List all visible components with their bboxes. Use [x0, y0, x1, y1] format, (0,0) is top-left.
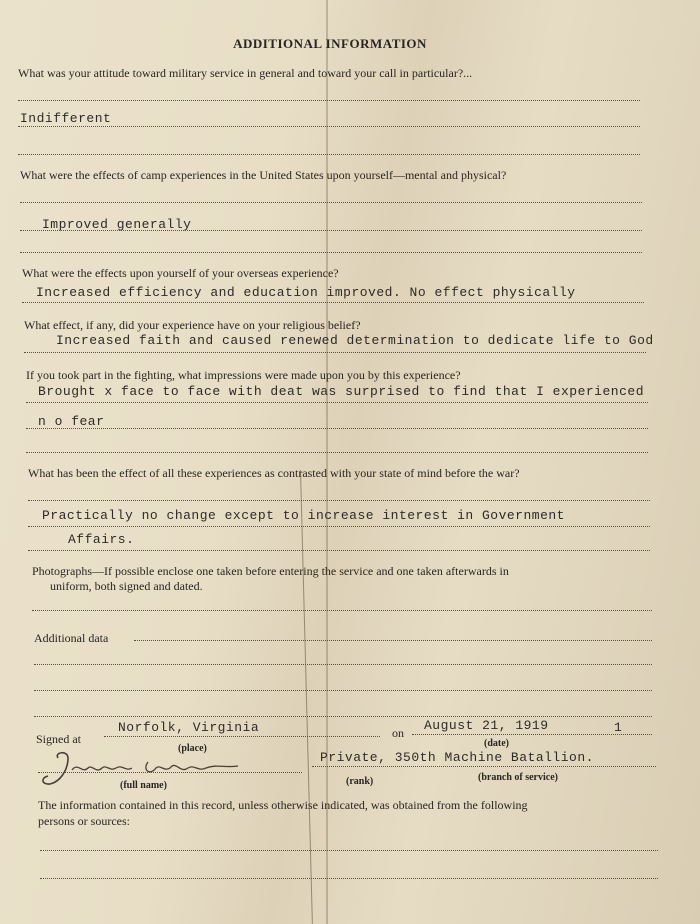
answer-line — [412, 734, 652, 735]
answer-line — [26, 452, 648, 453]
fullname-caption: (full name) — [120, 780, 167, 791]
signed-at-label: Signed at — [36, 732, 81, 746]
answer-religious-belief: Increased faith and caused renewed determination to dedicate life to God — [56, 333, 654, 348]
answer-line — [18, 154, 640, 155]
place-caption: (place) — [178, 743, 207, 754]
date-caption: (date) — [484, 738, 509, 749]
answer-state-of-mind-line1: Practically no change except to increase interest in Government — [42, 508, 565, 523]
question-state-of-mind: What has been the effect of all these experiences as contrasted with your state of mind before the war? — [28, 466, 520, 480]
source-note-line1: The information contained in this record, unless otherwise indicated, was obtained from the following — [38, 798, 528, 812]
question-fighting-impressions: If you took part in the fighting, what impressions were made upon you by this experience? — [26, 368, 461, 382]
answer-line — [28, 550, 650, 551]
question-attitude: What was your attitude toward military service in general and toward your call in particular?... — [18, 66, 473, 80]
answer-line — [26, 402, 648, 403]
answer-line — [22, 302, 644, 303]
paper-fold — [326, 0, 328, 924]
on-label: on — [392, 726, 404, 740]
question-religious-belief: What effect, if any, did your experience have on your religious belief? — [24, 318, 361, 332]
answer-line — [20, 202, 642, 203]
additional-data-label: Additional data — [34, 631, 109, 645]
answer-line — [104, 736, 380, 737]
source-note-line2: persons or sources: — [38, 814, 130, 828]
answer-line — [28, 500, 650, 501]
answer-fighting-line2: n o fear — [38, 414, 105, 429]
answer-fighting-line1: Brought x face to face with deat was surprised to find that I experienced — [38, 384, 644, 399]
answer-line — [40, 850, 658, 851]
branch-caption: (branch of service) — [478, 772, 558, 783]
answer-camp-effects: Improved generally — [42, 217, 192, 232]
photographs-instruction-line1: Photographs—If possible enclose one taken before entering the service and one taken afterwards in — [32, 564, 509, 578]
rank-branch-value: Private, 350th Machine Batallion. — [320, 750, 594, 765]
answer-line — [34, 690, 652, 691]
question-camp-effects: What were the effects of camp experiences in the United States upon yourself—mental and physical? — [20, 168, 507, 182]
answer-overseas-effects: Increased efficiency and education improved. No effect physically — [36, 285, 576, 300]
rank-caption: (rank) — [346, 776, 374, 787]
answer-line — [20, 230, 642, 231]
answer-state-of-mind-line2: Affairs. — [68, 532, 135, 547]
answer-line — [38, 772, 302, 773]
answer-line — [34, 716, 652, 717]
answer-line — [34, 664, 652, 665]
answer-line — [32, 610, 652, 611]
answer-line — [18, 126, 640, 127]
answer-line — [24, 352, 646, 353]
date-value: August 21, 1919 — [424, 718, 549, 733]
answer-line — [18, 100, 640, 101]
paper-fold-lower — [300, 470, 313, 924]
answer-line — [134, 640, 652, 641]
form-title: ADDITIONAL INFORMATION — [233, 36, 427, 51]
answer-attitude: Indifferent — [20, 111, 112, 126]
answer-line — [28, 526, 650, 527]
place-value: Norfolk, Virginia — [118, 720, 260, 735]
answer-line — [312, 766, 656, 767]
answer-line — [40, 878, 658, 879]
answer-line — [26, 428, 648, 429]
date-extra-mark: 1 — [614, 720, 623, 735]
photographs-instruction-line2: uniform, both signed and dated. — [50, 579, 203, 593]
question-overseas-effects: What were the effects upon yourself of your overseas experience? — [22, 266, 339, 280]
answer-line — [20, 252, 642, 253]
